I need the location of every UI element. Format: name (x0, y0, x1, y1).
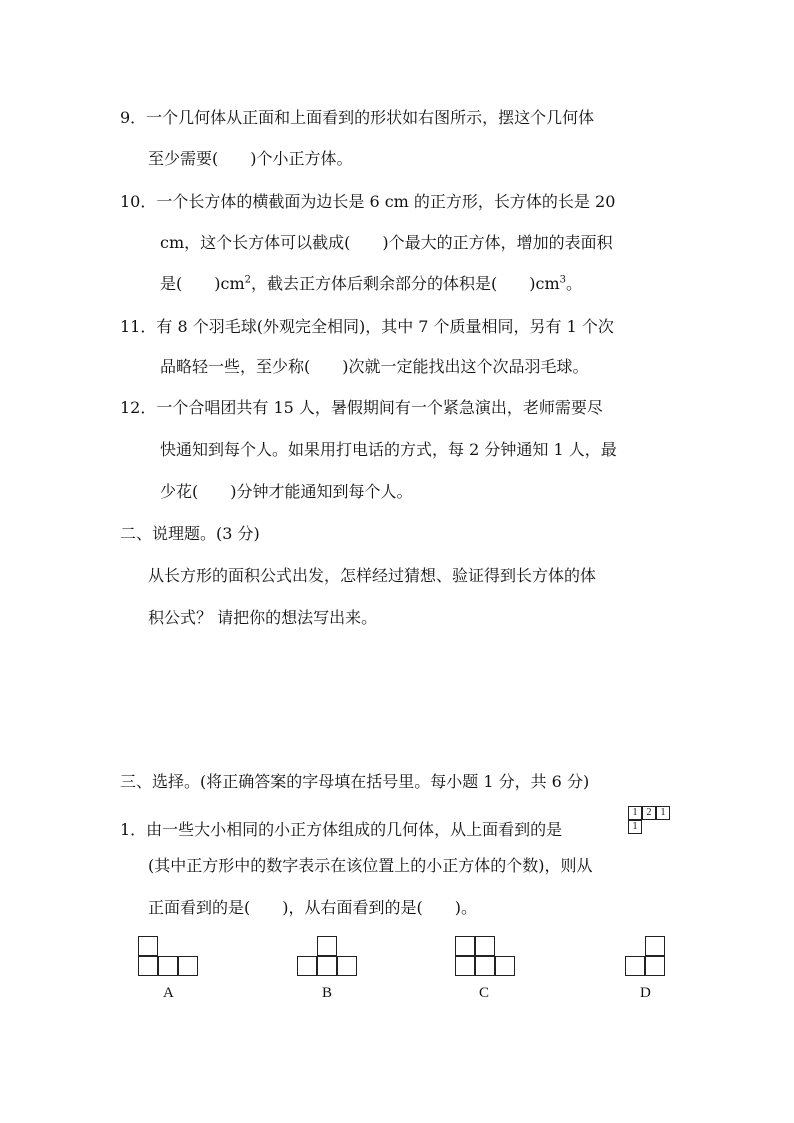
q10-line1: 10．一个长方体的横截面为边长是 6 cm 的正方形，长方体的长是 20 (120, 192, 616, 211)
top-view-cell: 1 (628, 820, 642, 834)
q10-line3 (160, 274, 582, 294)
s3q1-line1: 1．由一些大小相同的小正方体组成的几何体，从上面看到的是 (120, 820, 563, 839)
option-b-label: B (322, 985, 333, 1001)
s3q1-line3: 正面看到的是( )，从右面看到的是( )。 (148, 898, 477, 917)
s3q1-line2: (其中正方形中的数字表示在该位置上的小正方体的个数)，则从 (148, 856, 593, 875)
q10-sup-cube: 3 (559, 274, 566, 286)
top-view-grid (628, 806, 670, 834)
option-a-figure (138, 936, 198, 976)
option-b-figure (297, 936, 357, 976)
q12-line1: 12．一个合唱团共有 15 人，暑假期间有一个紧急演出，老师需要尽 (120, 398, 603, 417)
section3-heading: 三、选择。(将正确答案的字母填在括号里。每小题 1 分，共 6 分) (120, 772, 590, 791)
option-a-label: A (163, 985, 174, 1001)
q9-line1: 9．一个几何体从正面和上面看到的形状如右图所示，摆这个几何体 (120, 108, 595, 127)
option-c-figure (455, 936, 515, 976)
q10-line3-part-c: 。 (566, 274, 583, 293)
q12-line2: 快通知到每个人。如果用打电话的方式，每 2 分钟通知 1 人，最 (160, 440, 617, 459)
section2-heading: 二、说理题。(3 分) (120, 524, 260, 543)
option-d-label: D (640, 985, 651, 1001)
section2-line2: 积公式？ 请把你的想法写出来。 (148, 608, 378, 627)
top-view-cell: 2 (642, 806, 656, 820)
option-c-label: C (479, 985, 490, 1001)
q10-line3-part-a: 是( )cm (160, 274, 245, 293)
q10-line2: cm，这个长方体可以截成( )个最大的正方体，增加的表面积 (160, 233, 613, 252)
top-view-cell: 1 (656, 806, 670, 820)
q12-line3: 少花( )分钟才能通知到每个人。 (160, 482, 413, 501)
q9-line2: 至少需要( )个小正方体。 (148, 149, 353, 168)
option-d-figure (625, 936, 665, 976)
q11-line1: 11．有 8 个羽毛球(外观完全相同)，其中 7 个质量相同，另有 1 个次 (120, 317, 614, 336)
top-view-cell: 1 (628, 806, 642, 820)
q10-line3-part-b: ，截去正方体后剩余部分的体积是( )cm (251, 274, 560, 293)
section2-line1: 从长方形的面积公式出发，怎样经过猜想、验证得到长方体的体 (148, 566, 597, 585)
q10-sup-square: 2 (244, 274, 251, 286)
q11-line2: 品略轻一些，至少称( )次就一定能找出这个次品羽毛球。 (160, 357, 589, 376)
